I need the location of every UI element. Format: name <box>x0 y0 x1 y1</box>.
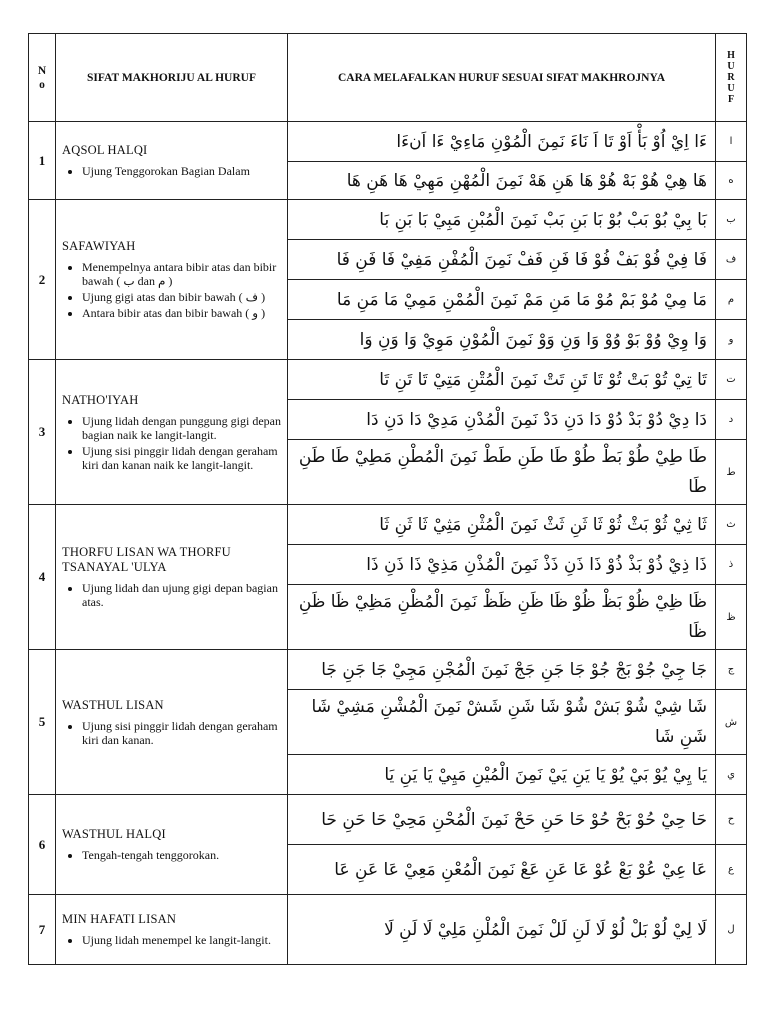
huruf-letter: ج <box>716 650 747 690</box>
sifat-bullet: • Ujung gigi atas dan bibir bawah ( ف ) <box>82 290 281 304</box>
huruf-letter: د <box>716 400 747 440</box>
huruf-letter: ب <box>716 200 747 240</box>
pronunciation-text: ثَا ثِيْ ثُوْ بَثْ ثُوْ ثَا ثَنِ ثَثْ نَمِنَ الْمُثْنِ مَثِيْ ثَا ثَنِ ثَا <box>288 505 716 545</box>
sifat-bullet: • Ujung lidah dengan punggung gigi depan bagian naik ke langit-langit. <box>82 414 281 442</box>
pronunciation-text: ءَا اِيْ اُوْ بَأْ اَوْ تَا اَ نَاءَ نَمِنَ الْمُوْنِ مَاءِيْ ءَا اَنءَا <box>288 122 716 162</box>
sifat-cell <box>56 795 288 895</box>
sifat-bullet: • Ujung Tenggorokan Bagian Dalam <box>82 164 281 178</box>
table-row <box>29 895 747 965</box>
table-row <box>29 122 747 162</box>
pronunciation-text: ذَا ذِيْ ذُوْ بَذْ ذُوْ ذَا ذَنِ ذَذْ نَمِنَ الْمُذْنِ مَذِيْ ذَا ذَنِ ذَا <box>288 545 716 585</box>
sifat-bullet: • Ujung lidah dan ujung gigi depan bagian atas. <box>82 581 281 609</box>
group-number: 4 <box>29 505 56 650</box>
makhraj-table <box>28 33 747 965</box>
huruf-letter: ط <box>716 440 747 505</box>
sifat-bullet: • Ujung lidah menempel ke langit-langit. <box>82 933 281 947</box>
huruf-letter: ت <box>716 360 747 400</box>
huruf-letter: ع <box>716 845 747 895</box>
pronunciation-text: لَا لِيْ لُوْ بَلْ لُوْ لَا لَنِ لَلْ نَمِنَ الْمُلْنِ مَلِيْ لَا لَنِ لَا <box>288 895 716 965</box>
huruf-letter: و <box>716 320 747 360</box>
pronunciation-text: هَا هِيْ هُوْ بَهْ هُوْ هَا هَنِ هَهْ نَمِنَ الْمُهْنِ مَهِيْ هَا هَنِ هَا <box>288 162 716 200</box>
pronunciation-text: وَا وِيْ وُوْ بَوْ وُوْ وَا وَنِ وَوْ نَمِنَ الْمُوْنِ مَوِيْ وَا وَنِ وَا <box>288 320 716 360</box>
sifat-cell <box>56 650 288 795</box>
table-row <box>29 200 747 240</box>
sifat-bullet: • Tengah-tengah tenggorokan. <box>82 848 281 862</box>
huruf-letter: ث <box>716 505 747 545</box>
group-number: 3 <box>29 360 56 505</box>
sifat-bullet-list <box>62 414 281 472</box>
group-number: 6 <box>29 795 56 895</box>
huruf-letter: ه <box>716 162 747 200</box>
huruf-letter: ظ <box>716 585 747 650</box>
sifat-bullet-list <box>62 581 281 609</box>
pronunciation-text: يَا يِيْ يُوْ بَيْ يُوْ يَا يَنِ يَيْ نَمِنَ الْمُيْنِ مَيِيْ يَا يَنِ يَا <box>288 755 716 795</box>
huruf-letter: ل <box>716 895 747 965</box>
sifat-title: MIN HAFATI LISAN <box>62 912 177 926</box>
pronunciation-text: فَا فِيْ فُوْ بَفْ فُوْ فَا فَنِ فَفْ نَمِنَ الْمُفْنِ مَفِيْ فَا فَنِ فَا <box>288 240 716 280</box>
pronunciation-text: حَا حِيْ حُوْ بَحْ حُوْ حَا حَنِ حَحْ نَمِنَ الْمُحْنِ مَحِيْ حَا حَنِ حَا <box>288 795 716 845</box>
sifat-bullet: • Ujung sisi pinggir lidah dengan geraham kiri dan kanan naik ke langit-langit. <box>82 444 281 472</box>
sifat-cell <box>56 122 288 200</box>
sifat-cell <box>56 895 288 965</box>
header-huruf-letter: U <box>727 83 735 94</box>
sifat-bullet: • Ujung sisi pinggir lidah dengan geraham kiri dan kanan. <box>82 719 281 747</box>
huruf-letter: ا <box>716 122 747 162</box>
header-no <box>29 34 56 122</box>
group-number: 7 <box>29 895 56 965</box>
sifat-bullet-list <box>62 164 281 178</box>
header-huruf-letter: U <box>727 61 735 72</box>
table-row <box>29 360 747 400</box>
sifat-bullet-list <box>62 933 281 947</box>
sifat-title: AQSOL HALQI <box>62 143 148 157</box>
huruf-letter: ف <box>716 240 747 280</box>
header-sifat: SIFAT MAKHORIJU AL HURUF <box>56 34 288 122</box>
huruf-letter: ش <box>716 690 747 755</box>
table-body <box>29 122 747 965</box>
sifat-title: THORFU LISAN WA THORFU TSANAYAL 'ULYA <box>62 545 231 574</box>
header-huruf-letter: F <box>727 94 735 105</box>
pronunciation-text: دَا دِيْ دُوْ بَدْ دُوْ دَا دَنِ دَدْ نَمِنَ الْمُدْنِ مَدِيْ دَا دَنِ دَا <box>288 400 716 440</box>
header-no-letter: N <box>37 64 47 77</box>
group-number: 2 <box>29 200 56 360</box>
pronunciation-text: طَا طِيْ طُوْ بَطْ طُوْ طَا طَنِ طَطْ نَمِنَ الْمُطْنِ مَطِيْ طَا طَنِ طَا <box>288 440 716 505</box>
header-huruf-letter: R <box>727 72 735 83</box>
sifat-cell <box>56 200 288 360</box>
header-huruf-letter: H <box>727 50 735 61</box>
pronunciation-text: ظَا ظِيْ ظُوْ بَظْ ظُوْ ظَا ظَنِ ظَظْ نَمِنَ الْمُظْنِ مَظِيْ ظَا ظَنِ ظَا <box>288 585 716 650</box>
sifat-bullet-list <box>62 719 281 747</box>
pronunciation-text: عَا عِيْ عُوْ بَعْ عُوْ عَا عَنِ عَعْ نَمِنَ الْمُعْنِ مَعِيْ عَا عَنِ عَا <box>288 845 716 895</box>
header-no-letter: o <box>39 78 45 91</box>
header-huruf <box>716 34 747 122</box>
table-row <box>29 650 747 690</box>
huruf-letter: ي <box>716 755 747 795</box>
sifat-title: WASTHUL LISAN <box>62 697 164 712</box>
pronunciation-text: جَا جِيْ جُوْ بَجْ جُوْ جَا جَنِ جَجْ نَمِنَ الْمُجْنِ مَجِيْ جَا جَنِ جَا <box>288 650 716 690</box>
sifat-bullet-list <box>62 260 281 320</box>
sifat-cell <box>56 360 288 505</box>
huruf-letter: ذ <box>716 545 747 585</box>
sifat-title: SAFAWIYAH <box>62 239 136 253</box>
group-number: 1 <box>29 122 56 200</box>
pronunciation-text: تَا تِيْ تُوْ بَتْ تُوْ تَا تَنِ تَتْ نَمِنَ الْمُتْنِ مَتِيْ تَا تَنِ تَا <box>288 360 716 400</box>
pronunciation-text: مَا مِيْ مُوْ بَمْ مُوْ مَا مَنِ مَمْ نَمِنَ الْمُمْنِ مَمِيْ مَا مَنِ مَا <box>288 280 716 320</box>
huruf-letter: م <box>716 280 747 320</box>
sifat-title: NATHO'IYAH <box>62 392 139 407</box>
table-row <box>29 795 747 845</box>
sifat-bullet: • Antara bibir atas dan bibir bawah ( و ) <box>82 306 281 320</box>
sifat-cell <box>56 505 288 650</box>
sifat-title: WASTHUL HALQI <box>62 827 166 841</box>
table-row <box>29 505 747 545</box>
huruf-letter: ح <box>716 795 747 845</box>
sifat-bullet-list <box>62 848 281 862</box>
header-row <box>29 34 747 122</box>
sifat-bullet: • Menempelnya antara bibir atas dan bibir bawah ( ب dan م ) <box>82 260 281 288</box>
group-number: 5 <box>29 650 56 795</box>
header-cara: CARA MELAFALKAN HURUF SESUAI SIFAT MAKHROJNYA <box>288 34 716 122</box>
pronunciation-text: بَا بِيْ بُوْ بَبْ بُوْ بَا بَنِ بَبْ نَمِنَ الْمُبْنِ مَبِيْ بَا بَنِ بَا <box>288 200 716 240</box>
pronunciation-text: شَا شِيْ شُوْ بَشْ شُوْ شَا شَنِ شَشْ نَمِنَ الْمُشْنِ مَشِيْ شَا شَنِ شَا <box>288 690 716 755</box>
